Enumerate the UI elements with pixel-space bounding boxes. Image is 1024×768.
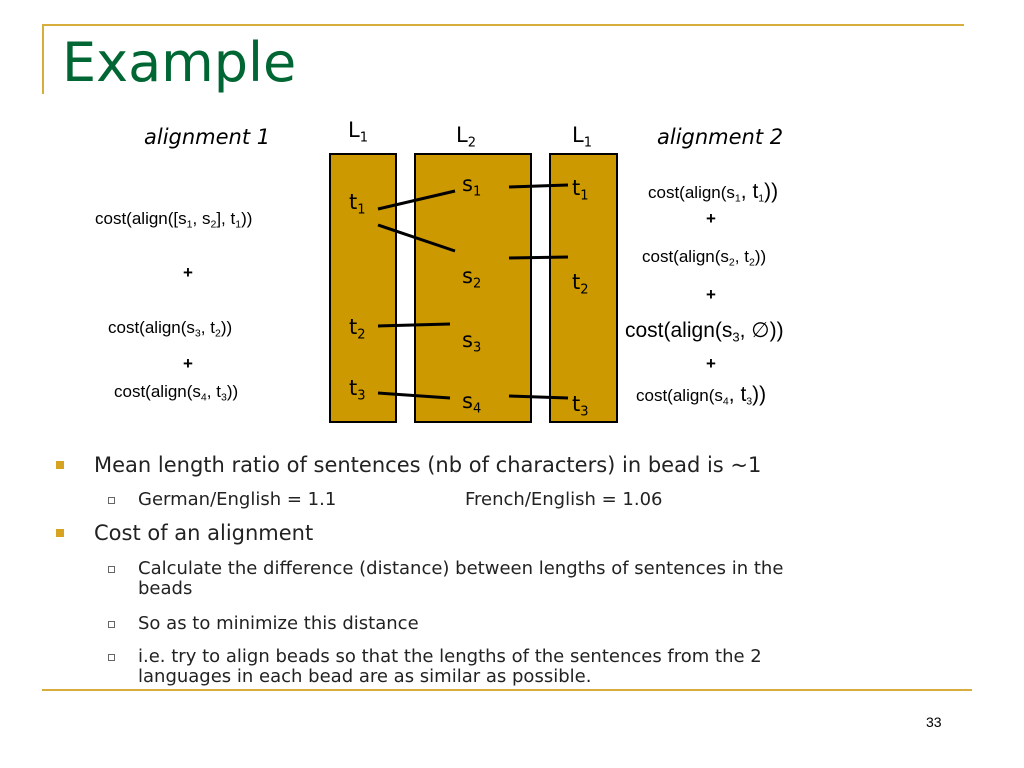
- column-label-l1-left: $L_1$: [348, 118, 368, 146]
- alignment-2-cost-2: $\cos t(align(s_2$, $t_2$)): [642, 247, 767, 269]
- col1-item: $t_1$: [349, 190, 366, 218]
- link-s1-t1: [509, 185, 568, 187]
- col2-item: $s_2$: [462, 264, 482, 292]
- col2-item: $s_3$: [462, 328, 482, 356]
- alignment-2-plus: +: [706, 285, 716, 304]
- link-s4-t3: [509, 396, 568, 398]
- alignment-1-title: alignment 1: [144, 125, 271, 149]
- alignment-2-cost-3: $\cos t(align(s_3$, ∅)): [625, 319, 784, 345]
- column-label-l2: $L_2$: [456, 123, 476, 151]
- hollow-square-bullet-icon: [108, 497, 115, 504]
- col2-item: $s_1$: [462, 172, 482, 200]
- hollow-square-bullet-icon: [108, 621, 115, 628]
- col3-item: $t_3$: [572, 392, 589, 420]
- alignment-1-cost-2: $\cos t(align(s_3$, $t_2$)): [108, 318, 233, 340]
- alignment-2-plus: +: [706, 209, 716, 228]
- page-number: 33: [926, 714, 942, 730]
- alignment-2-plus: +: [706, 354, 716, 373]
- alignment-2-cost-4: $\cos t(align(s_4$, $t_3$)): [636, 383, 767, 408]
- link-t2-s3: [378, 324, 450, 326]
- col1-item: $t_3$: [349, 376, 366, 404]
- link-t1-s1: [378, 191, 455, 209]
- hollow-square-bullet-icon: [108, 566, 115, 573]
- col2-item: $s_4$: [462, 389, 482, 417]
- square-bullet-icon: [56, 461, 64, 469]
- link-s2-t2: [509, 257, 568, 258]
- col3-item: $t_2$: [572, 270, 589, 298]
- square-bullet-icon: [56, 529, 64, 537]
- column-label-l1-right: $L_1$: [572, 123, 592, 151]
- link-t1-s2: [378, 225, 455, 251]
- alignment-1-cost-1: $\cos t(align([s_1$, $s_2$], $t_1$)): [95, 209, 253, 231]
- col3-item: $t_1$: [572, 176, 589, 204]
- hollow-square-bullet-icon: [108, 654, 115, 661]
- alignment-1-cost-3: $\cos t(align(s_4$, $t_3$)): [114, 382, 239, 404]
- col1-item: $t_2$: [349, 315, 366, 343]
- alignment-2-cost-1: $\cos t(align(s_1$, $t_1$)): [648, 180, 779, 205]
- slide-title: Example: [62, 31, 297, 94]
- alignment-1-plus: +: [183, 263, 193, 282]
- alignment-1-plus: +: [183, 354, 193, 373]
- alignment-2-title: alignment 2: [657, 125, 784, 149]
- link-t3-s4: [378, 393, 450, 398]
